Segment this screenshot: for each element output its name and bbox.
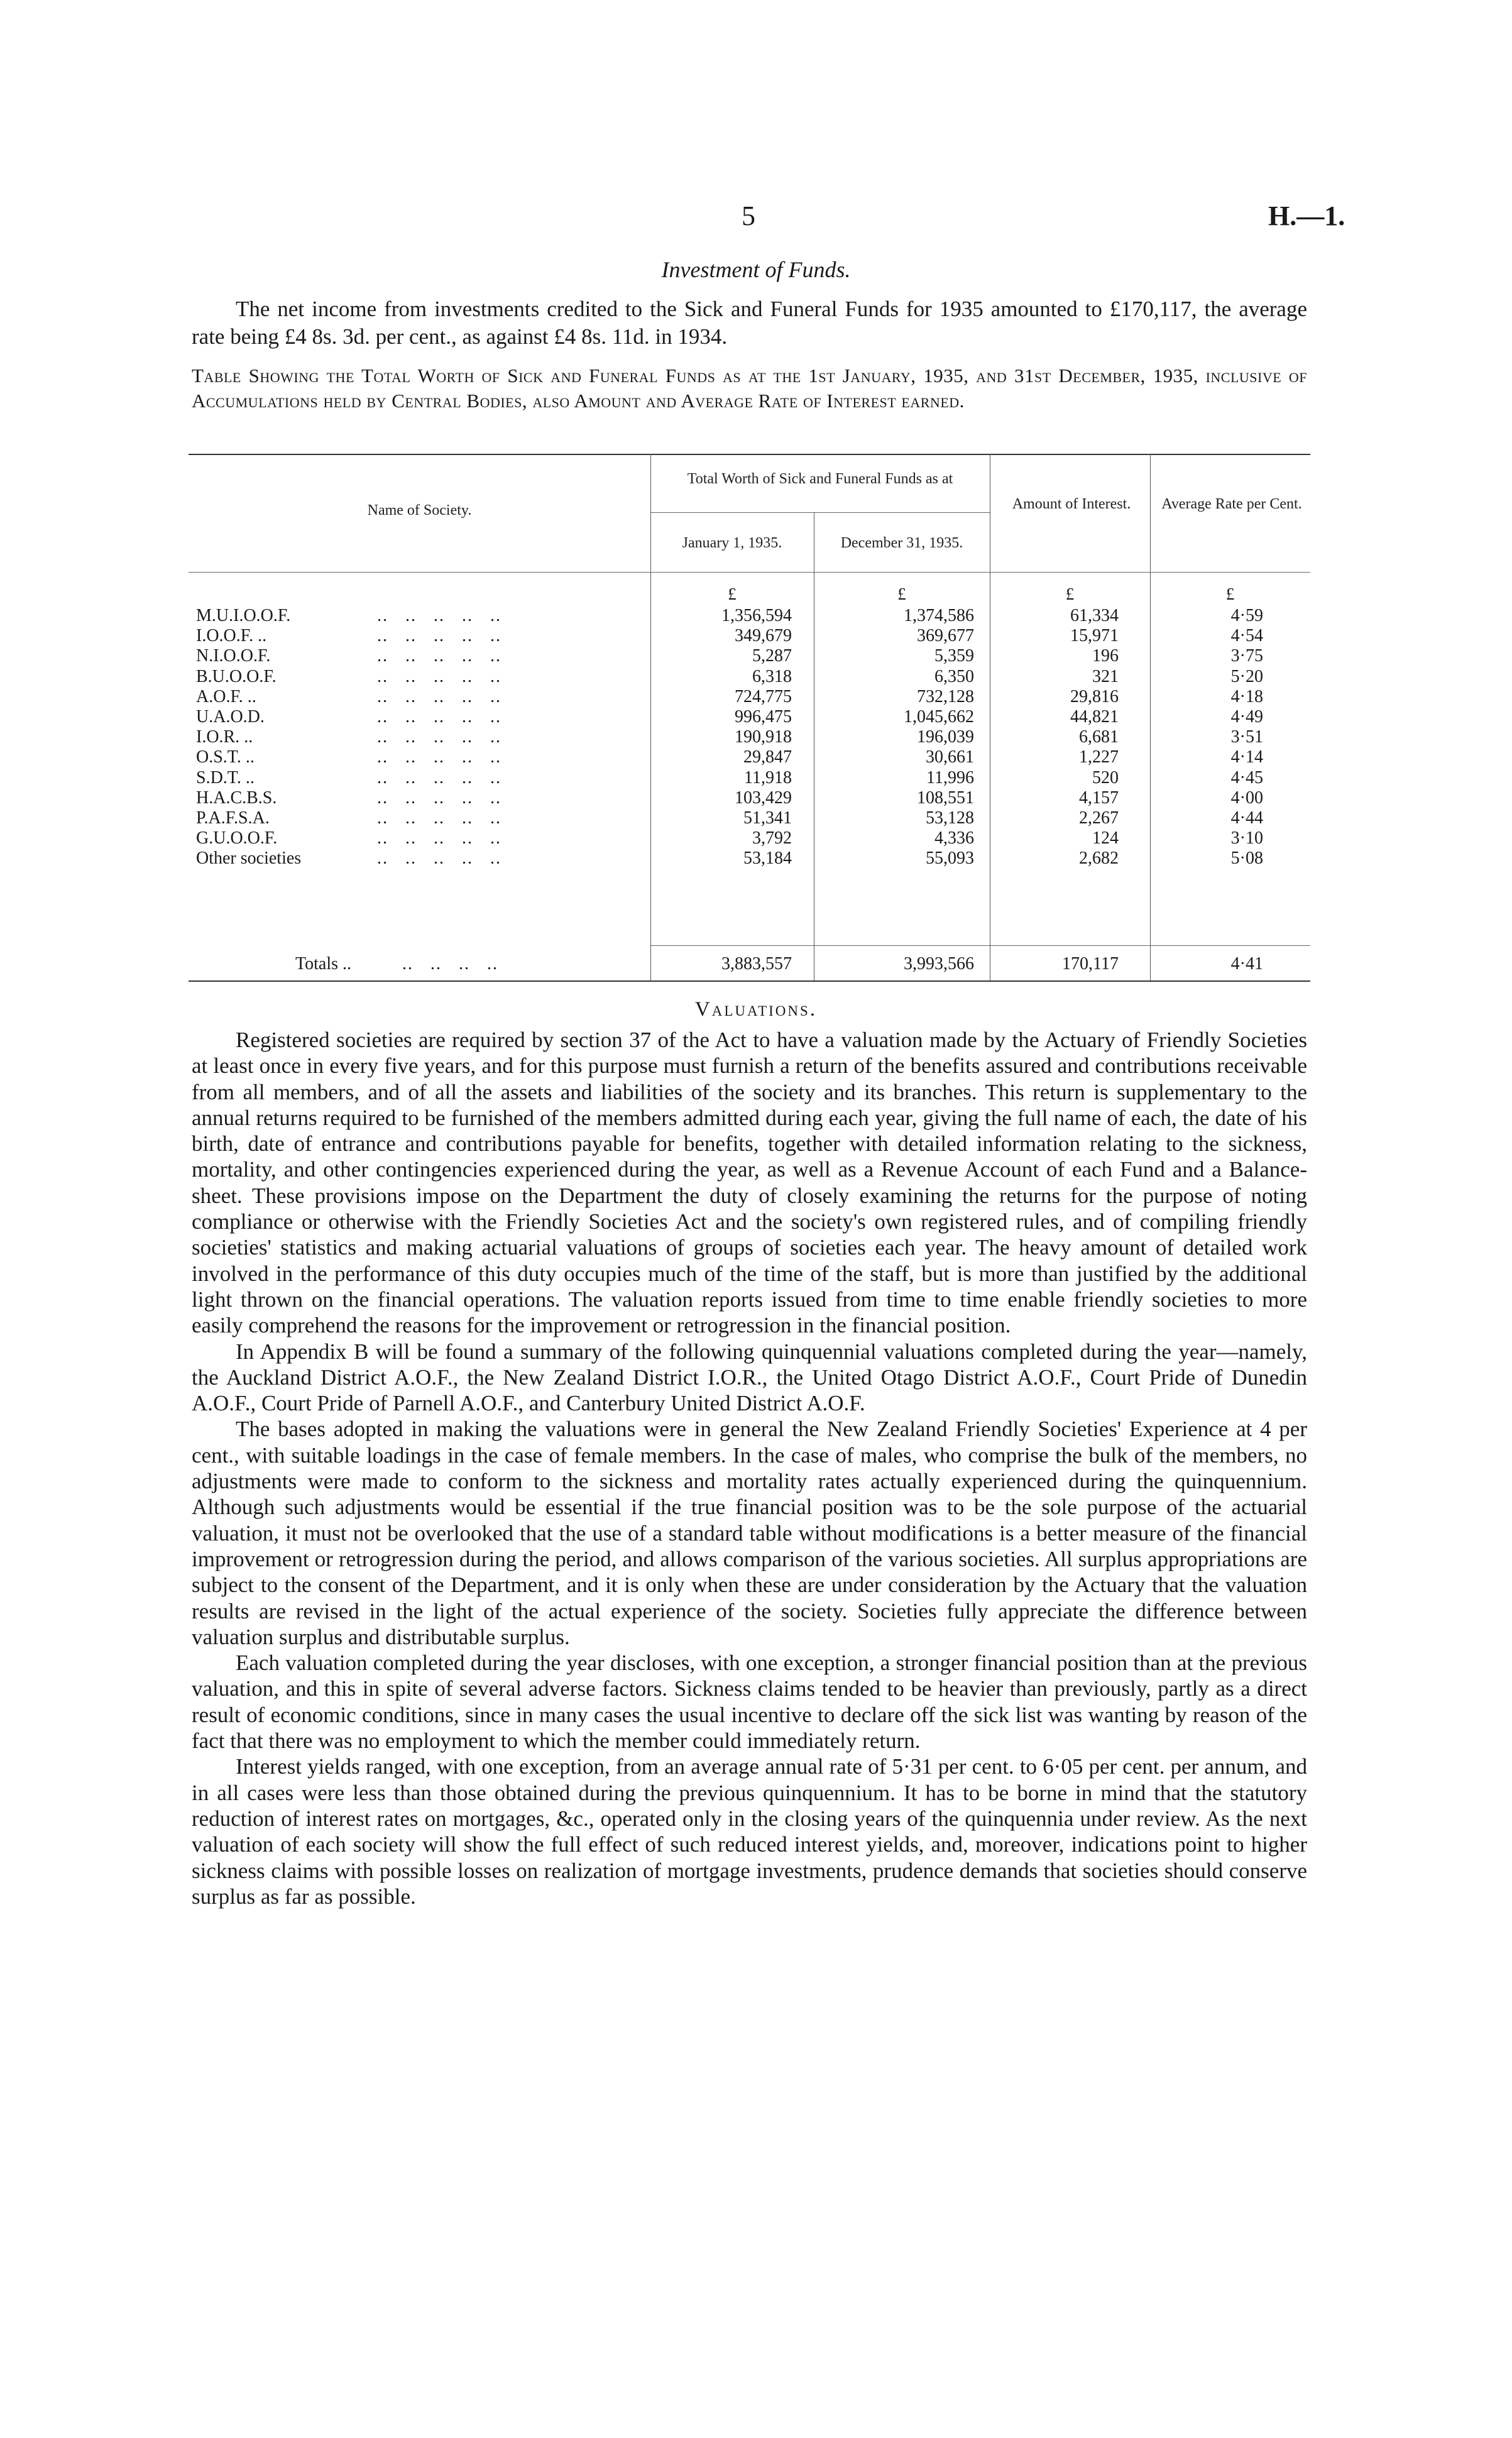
jan-value: 996,475 xyxy=(735,707,792,727)
jan-value: 5,287 xyxy=(752,646,792,666)
header-average-rate: Average Rate per Cent. xyxy=(1161,496,1302,512)
leader-dots: .. .. .. .. .. xyxy=(377,626,501,646)
dec-value: 5,359 xyxy=(934,646,974,666)
leader-dots: .. .. .. .. .. xyxy=(377,747,501,767)
jan-value: 3,792 xyxy=(752,828,792,848)
interest-value: 2,682 xyxy=(1079,848,1119,869)
dec-value: 1,045,662 xyxy=(904,707,974,727)
rate-value: 3·10 xyxy=(1230,828,1263,848)
table-row xyxy=(189,606,1310,626)
unit-label: £ xyxy=(728,585,737,603)
paragraph: Registered societies are required by section 37 of the Act to have a valuation made by the Actuary of Friendly Societies at least once in every five years, and for this purpose must furnish a return of the benefits assured and contributions receivable from all members, and of all the assets and liabilities of the society and its branches. This return is supplementary to the annual returns required to be furnished of the members admitted during each year, giving the full name of each, the date of his birth, date of entrance and contributions payable for benefits, together with detailed information relating to the sickness, mortality, and other contingencies experienced during the year, as well as a Revenue Account of each Fund and a Balance-sheet. These provisions impose on the Department the duty of closely examining the returns for the purpose of noting compliance or otherwise with the Friendly Societies Act and the society's own registered rules, and of compiling friendly societies' statistics and making actuarial valuations of groups of societies each year. The heavy amount of detailed work involved in the performance of this duty occupies much of the time of the staff, but is more than justified by the additional light thrown on the financial operations. The valuation reports issued from time to time enable friendly societies to more easily comprehend the reasons for the improvement or retrogression in the financial position. xyxy=(192,1028,1307,1338)
unit-label: £ xyxy=(1065,585,1075,603)
rate-value: 4·44 xyxy=(1230,808,1263,828)
society-name: Other societies xyxy=(196,848,302,869)
totals-rule xyxy=(650,945,1310,946)
leader-dots: .. .. .. .. .. xyxy=(377,808,501,828)
page-number: 5 xyxy=(742,200,755,231)
table-row xyxy=(189,808,1310,828)
dec-value: 4,336 xyxy=(934,828,974,848)
leader-dots: .. .. .. .. .. xyxy=(377,606,501,625)
society-name: H.A.C.B.S. xyxy=(196,788,277,808)
society-name: G.U.O.O.F. xyxy=(196,828,278,848)
interest-value: 29,816 xyxy=(1070,686,1119,706)
table-row xyxy=(189,667,1310,687)
table-bottom-rule xyxy=(189,980,1310,982)
valuations-body xyxy=(192,1027,1307,1909)
leader-dots: .. .. .. .. .. xyxy=(377,666,501,686)
totals-jan: 3,883,557 xyxy=(721,954,792,974)
leader-dots: .. .. .. .. .. xyxy=(377,848,501,869)
table-row xyxy=(189,646,1310,666)
dec-value: 55,093 xyxy=(926,848,974,869)
dec-value: 196,039 xyxy=(917,727,974,747)
interest-value: 44,821 xyxy=(1070,707,1119,727)
society-name: S.D.T. .. xyxy=(196,767,255,788)
dec-value: 369,677 xyxy=(917,626,974,646)
totals-interest: 170,117 xyxy=(1062,954,1119,974)
rate-value: 4·45 xyxy=(1230,767,1263,788)
interest-value: 1,227 xyxy=(1079,747,1119,767)
rate-value: 3·51 xyxy=(1230,727,1263,747)
rate-value: 4·00 xyxy=(1230,788,1263,808)
valuations-heading: Valuations. xyxy=(694,998,818,1021)
header-bottom-rule xyxy=(189,572,1310,573)
interest-value: 321 xyxy=(1092,666,1119,686)
table-row xyxy=(189,788,1310,808)
totals-rate: 4·41 xyxy=(1230,954,1263,974)
table-row xyxy=(189,768,1310,788)
society-name: B.U.O.O.F. xyxy=(196,666,277,686)
table-top-rule xyxy=(189,454,1310,455)
table-row xyxy=(189,707,1310,727)
rate-value: 4·14 xyxy=(1230,747,1263,767)
paragraph: Each valuation completed during the year discloses, with one exception, a stronger financial position than at the previous valuation, and this in spite of several adverse factors. Sickness claims tended to be heavier than previously, partly as a direct result of economic conditions, since in many cases the usual incentive to declare off the sick list was wanting by reason of the fact that there was no employment to which the member could immediately return. xyxy=(192,1650,1307,1754)
leader-dots: .. .. .. .. .. xyxy=(377,767,501,788)
society-name: N.I.O.O.F. xyxy=(196,646,271,666)
header-december: December 31, 1935. xyxy=(840,535,963,551)
paragraph: Interest yields ranged, with one exception, from an average annual rate of 5·31 per cent. to 6·05 per cent. per annum, and in all cases were less than those obtained during the previous quinquennium. It has to be borne in mind that the statutory reduction of interest rates on mortgages, &c., operated only in the closing years of the quinquennia under review. As the next valuation of each society will show the full effect of such reduced interest yields, and, moreover, indications point to higher sickness claims with possible losses on realization of mortgage investments, prudence demands that societies should conserve surplus as far as possible. xyxy=(192,1754,1307,1909)
society-name: I.O.R. .. xyxy=(196,727,253,747)
society-name: P.A.F.S.A. xyxy=(196,808,270,828)
table-row xyxy=(189,848,1310,869)
jan-value: 51,341 xyxy=(743,808,792,828)
interest-value: 6,681 xyxy=(1079,727,1119,747)
interest-value: 61,334 xyxy=(1070,606,1119,625)
society-name: A.O.F. .. xyxy=(196,686,256,706)
header-amount-of-interest: Amount of Interest. xyxy=(1012,496,1131,512)
table-caption: Table Showing the Total Worth of Sick and Funeral Funds as at the 1st January, 1935, and 31st December, 1935, inclusive of Accumulations held by Central Bodies, also Amount and Average Rate of Interest earned. xyxy=(192,365,1307,412)
leader-dots: .. .. .. .. .. xyxy=(377,646,501,666)
rate-value: 4·49 xyxy=(1230,707,1263,727)
dec-value: 732,128 xyxy=(917,686,974,706)
society-name: O.S.T. .. xyxy=(196,747,255,767)
dec-value: 6,350 xyxy=(934,666,974,686)
totals-label: Totals .. xyxy=(295,954,352,974)
society-name: U.A.O.D. xyxy=(196,707,265,727)
jan-value: 1,356,594 xyxy=(721,606,792,625)
interest-value: 520 xyxy=(1092,767,1119,788)
funds-table xyxy=(189,454,1310,982)
leader-dots: .. .. .. .. xyxy=(402,954,498,974)
rate-value: 4·54 xyxy=(1230,626,1263,646)
table-row xyxy=(189,687,1310,707)
jan-value: 29,847 xyxy=(743,747,792,767)
dec-value: 30,661 xyxy=(926,747,974,767)
rate-value: 4·59 xyxy=(1230,606,1263,625)
society-name: M.U.I.O.O.F. xyxy=(196,606,291,625)
dec-value: 11,996 xyxy=(926,767,974,788)
leader-dots: .. .. .. .. .. xyxy=(377,828,501,848)
paragraph: In Appendix B will be found a summary of the following quinquennial valuations completed during the year—namely, the Auckland District A.O.F., the New Zealand District I.O.R., the United Otago District A.O.F., Court Pride of Dunedin A.O.F., Court Pride of Parnell A.O.F., and Canterbury United District A.O.F. xyxy=(192,1339,1307,1416)
rate-value: 5·20 xyxy=(1230,666,1263,686)
rate-value: 5·08 xyxy=(1230,848,1263,869)
jan-value: 53,184 xyxy=(743,848,792,869)
dec-value: 108,551 xyxy=(917,788,974,808)
rate-value: 4·18 xyxy=(1230,686,1263,706)
jan-value: 103,429 xyxy=(735,788,792,808)
dec-value: 53,128 xyxy=(926,808,974,828)
header-total-worth: Total Worth of Sick and Funeral Funds as at xyxy=(687,471,953,487)
paragraph: The bases adopted in making the valuations were in general the New Zealand Friendly Societies' Experience at 4 per cent., with suitable loadings in the case of female members. In the case of males, who comprise the bulk of the members, no adjustments were made to conform to the sickness and mortality rates actually experienced during the quinquennium. Although such adjustments would be essential if the true financial position was to be the sole purpose of the actuarial valuation, it must not be overlooked that the use of a standard table without modifications is a better measure of the financial improvement or retrogression during the period, and allows comparison of the various societies. All surplus appropriations are subject to the consent of the Department, and it is only when these are under consideration by the Actuary that the valuation results are revised in the light of the actual experience of the society. Societies fully appreciate the difference between valuation surplus and distributable surplus. xyxy=(192,1417,1307,1649)
rate-value: 3·75 xyxy=(1230,646,1263,666)
header-january: January 1, 1935. xyxy=(682,535,782,551)
table-row xyxy=(189,747,1310,767)
leader-dots: .. .. .. .. .. xyxy=(377,707,501,727)
leader-dots: .. .. .. .. .. xyxy=(377,686,501,706)
investment-heading: Investment of Funds. xyxy=(661,257,851,282)
jan-value: 6,318 xyxy=(752,666,792,686)
jan-value: 349,679 xyxy=(735,626,792,646)
interest-value: 4,157 xyxy=(1079,788,1119,808)
totals-dec: 3,993,566 xyxy=(904,954,974,974)
society-name: I.O.O.F. .. xyxy=(196,626,267,646)
interest-value: 196 xyxy=(1092,646,1119,666)
jan-value: 190,918 xyxy=(735,727,792,747)
leader-dots: .. .. .. .. .. xyxy=(377,727,501,747)
table-row xyxy=(189,828,1310,848)
interest-value: 2,267 xyxy=(1079,808,1119,828)
investment-paragraph: The net income from investments credited to the Sick and Funeral Funds for 1935 amounted to £170,117, the average rate being £4 8s. 3d. per cent., as against £4 8s. 11d. in 1934. xyxy=(192,297,1307,349)
unit-label: £ xyxy=(897,585,906,603)
interest-value: 124 xyxy=(1092,828,1119,848)
dec-value: 1,374,586 xyxy=(904,606,974,625)
header-name-of-society: Name of Society. xyxy=(367,502,472,519)
group-header-rule xyxy=(650,512,990,513)
document-reference: H.—1. xyxy=(1268,200,1345,231)
jan-value: 11,918 xyxy=(744,767,792,788)
interest-value: 15,971 xyxy=(1070,626,1119,646)
table-row xyxy=(189,626,1310,646)
leader-dots: .. .. .. .. .. xyxy=(377,788,501,808)
jan-value: 724,775 xyxy=(735,686,792,706)
unit-label: £ xyxy=(1225,585,1235,603)
table-row xyxy=(189,727,1310,747)
totals-row xyxy=(189,953,1310,975)
